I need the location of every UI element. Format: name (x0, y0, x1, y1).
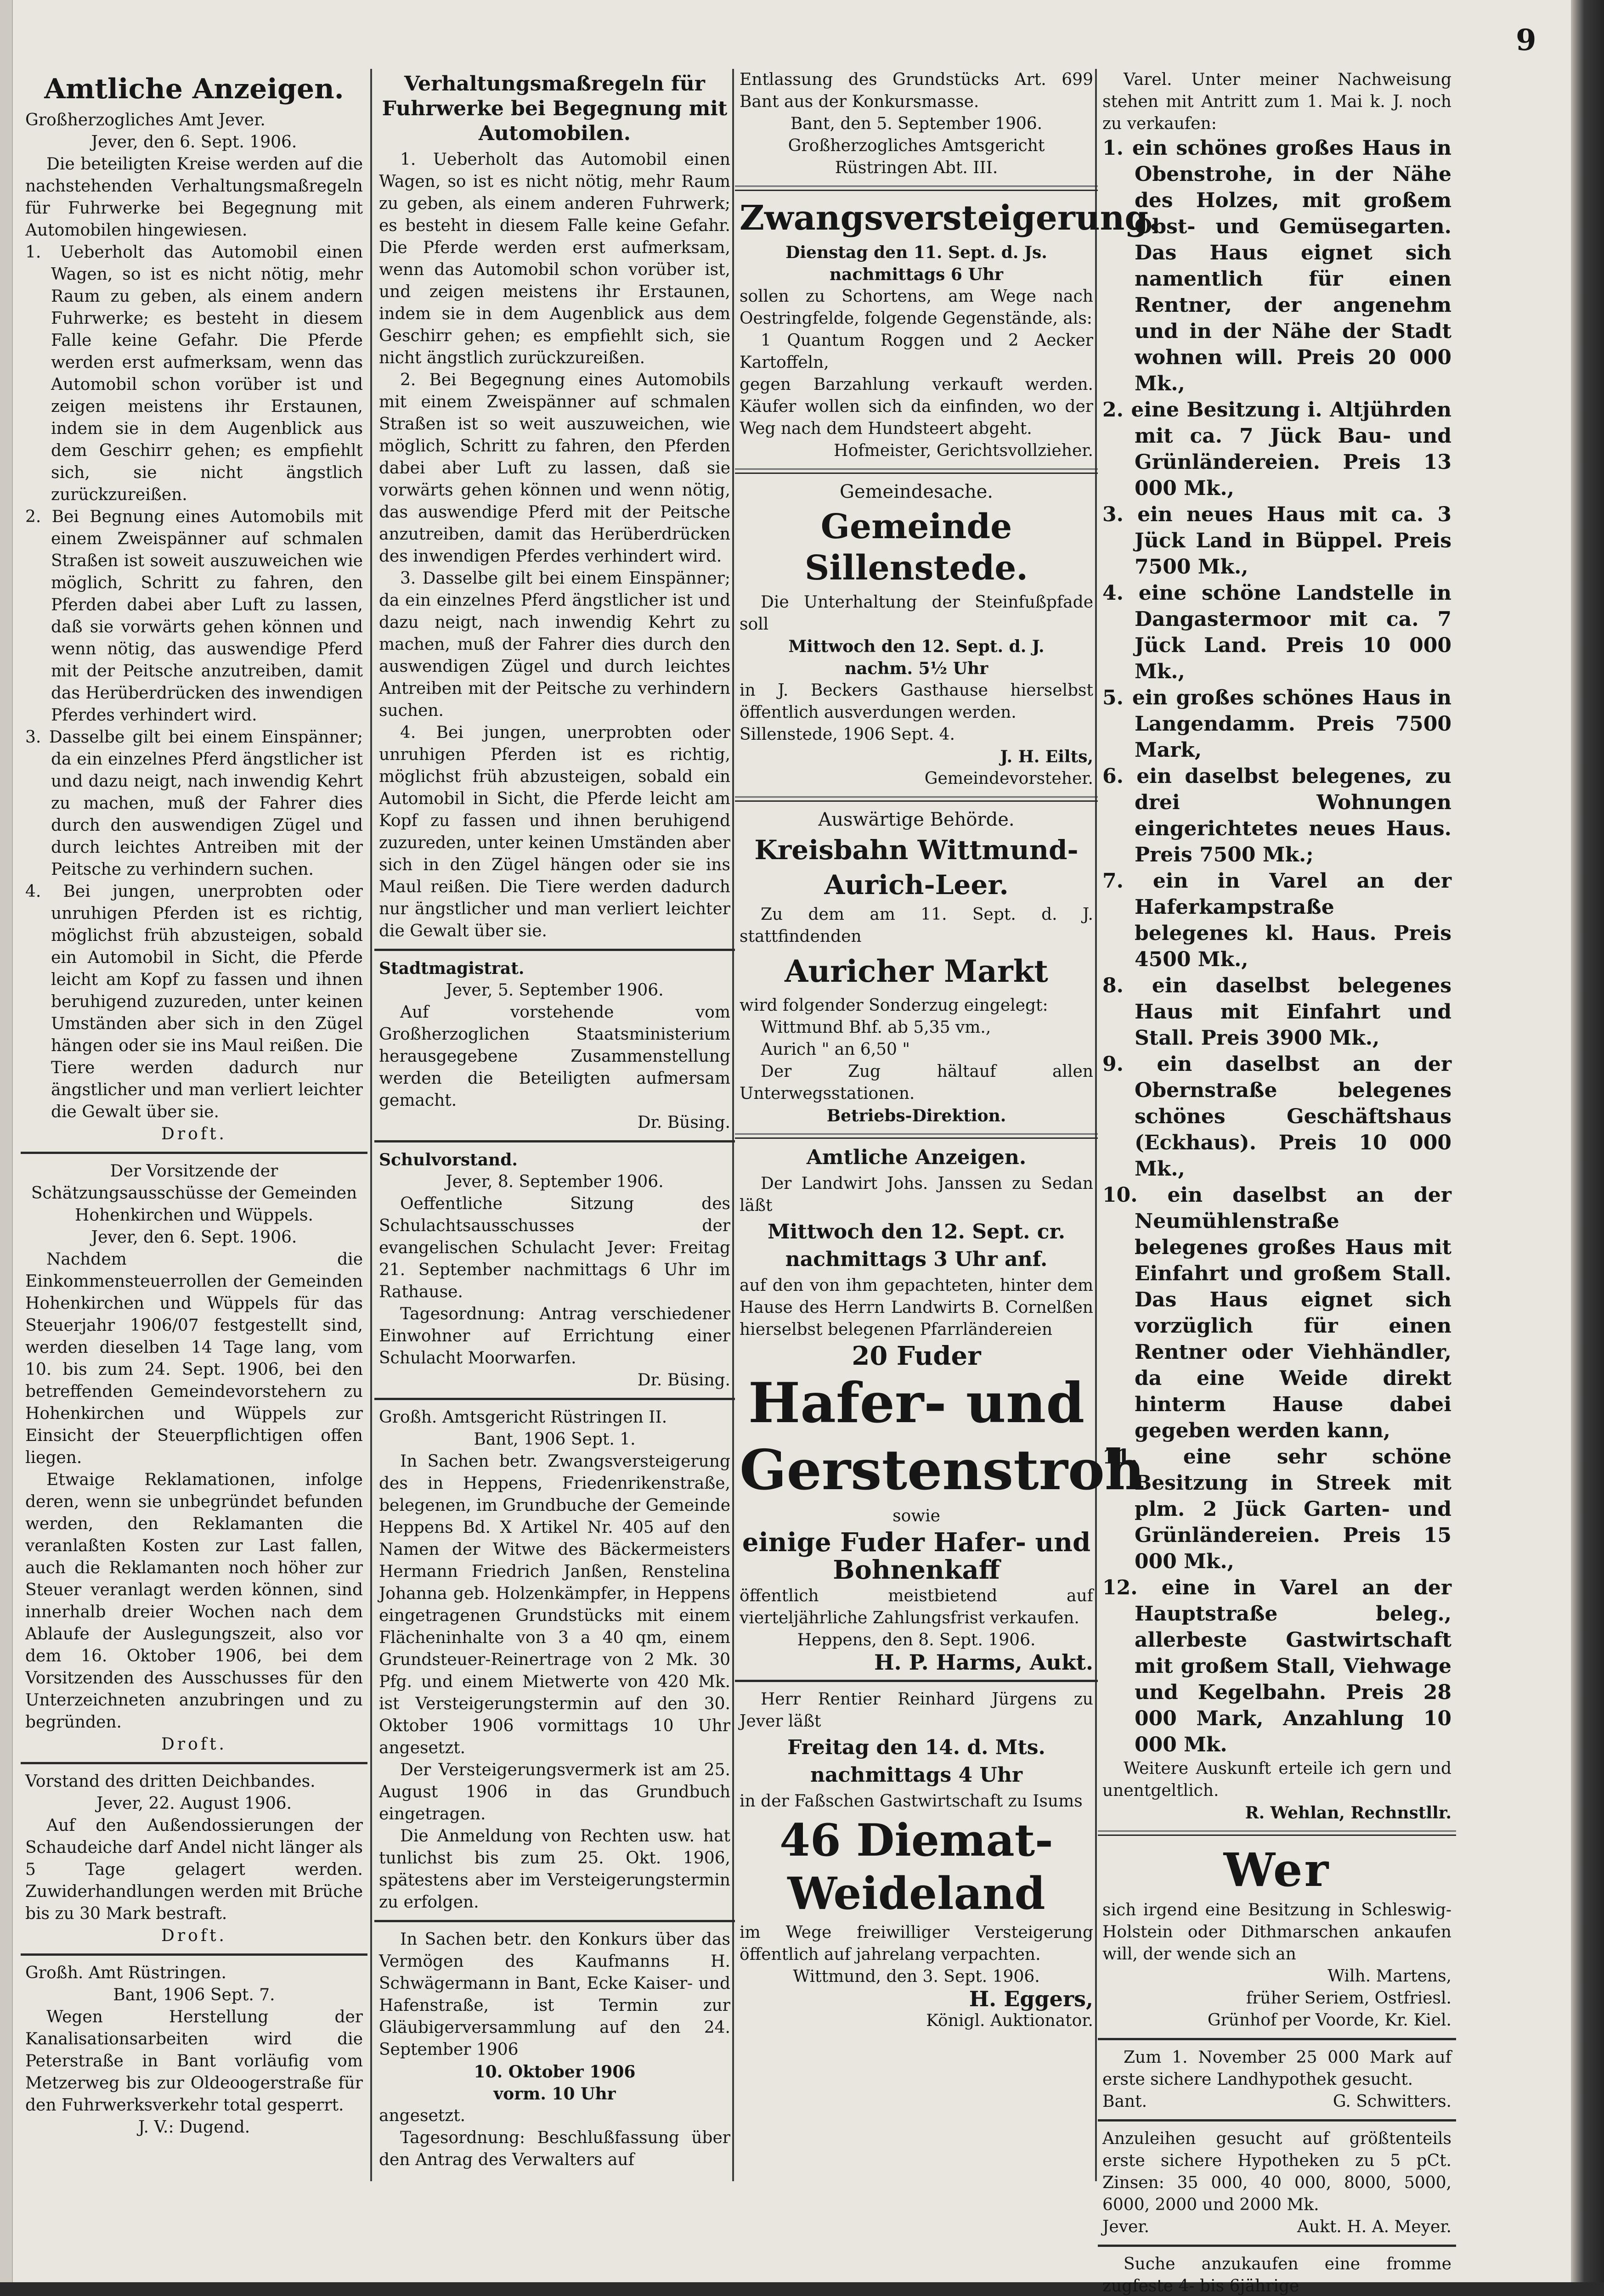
dateline: Jever, 22. August 1906. (96, 1794, 292, 1813)
notice-heading: Der Vorsitzende der Schätzungsausschüsse der Gemeinden Hohenkirchen und Wüppels. (31, 1162, 357, 1225)
ad-date: Mittwoch den 12. Sept. cr. (767, 1220, 1066, 1244)
property-item: 8. ein daselbst belegenes Haus mit Einfahrt und Stall. Preis 3900 Mk., (1102, 974, 1452, 1050)
ad-stute (1098, 2253, 1456, 2296)
signature: Wilh. Martens, (1327, 1967, 1452, 1986)
rule-item: 3. Dasselbe gilt bei einem Einspänner; da ein einzelnes Pferd ängstlicher ist und dazu neigt, nach inwendig Kehrt zu machen, muß der Fahrer dies durch den auswendigen Zügel und durch leichtes Antreiben mit der Peitsche zu verhindern suchen. (25, 728, 363, 879)
notice-intro: Die beteiligten Kreise werden auf die nachstehenden Verhaltungsmaßregeln für Fuhrwerke bei Begegnung mit Automobilen hingewiesen. (25, 155, 363, 240)
signature: Dr. Büsing. (637, 1371, 730, 1390)
ad-outro: Weitere Auskunft erteile ich gern und unentgeltlich. (1102, 1759, 1452, 1800)
ad-label: Auswärtige Behörde. (818, 809, 1015, 830)
column-4 (1098, 69, 1456, 2296)
property-item: 4. eine schöne Landstelle in Dangastermoor mit ca. 7 Jück Land. Preis 10 000 Mk., (1102, 581, 1452, 683)
rule-paragraph: 1. Ueberholt das Automobil einen Wagen, so ist es nicht nötig, mehr Raum zu geben, als einem anderen Fuhrwerk; es besteht in diesem Falle keine Gefahr. Die Pferde werden erst aufmerksam, wenn das Automobil schon vorüber ist, und zeigen meistens ihr Erstaunen, indem sie in dem Augenblick aus dem Geschirr gehen; es empfiehlt sich, sie nicht ängstlich zurückzureißen. (379, 150, 730, 367)
signature: Aukt. H. A. Meyer. (1297, 2217, 1452, 2236)
notice-tax (21, 1160, 367, 1756)
ad-connector: sowie (892, 1507, 940, 1525)
notice-body: Oeffentliche Sitzung des Schulachtsausschusses der evangelischen Schulacht Jever: Freitag 21. September nachmittags 6 Uhr im Rathause. (379, 1194, 730, 1301)
notice-deich (21, 1771, 367, 1947)
dateline: Bant, 1906 Sept. 7. (113, 1986, 275, 2004)
page-edge (1571, 0, 1604, 2282)
headline-big: Weideland (787, 1868, 1045, 1919)
signature: R. Wehlan, Rechnstllr. (1245, 1803, 1452, 1823)
ad-body: Anzuleihen gesucht auf größtenteils erste sichere Hypotheken zu 5 pCt. Zinsen: 35 000, 40 000, 8000, 5000, 6000, 2000 und 2000 Mk. (1102, 2129, 1452, 2214)
property-item: 12. eine in Varel an der Hauptstraße beleg., allerbeste Gastwirtschaft mit großem Stall, Viehwage und Kegelbahn. Preis 28 000 Mark, Anzahlung 10 000 Mk. (1102, 1576, 1452, 1756)
place: Jever. (1102, 2217, 1150, 2236)
notice-konkurs-cont (735, 69, 1098, 179)
train-row: Aurich " an 6,50 " (761, 1040, 910, 1059)
divider (735, 1133, 1098, 1139)
ad-date: Mittwoch den 12. Sept. d. J. (788, 637, 1045, 656)
notice-heading: Stadtmagistrat. (379, 959, 525, 978)
notice-school (374, 1149, 735, 1391)
property-item: 3. ein neues Haus mit ca. 3 Jück Land in Büppel. Preis 7500 Mk., (1102, 503, 1452, 579)
notice-magistrat (374, 957, 735, 1134)
ad-title: Gemeinde Sillenstede. (804, 507, 1028, 588)
notice-automobile (21, 109, 367, 1145)
ad-title: Zwangsversteigerung. (740, 198, 1160, 238)
ad-strohverkauf (735, 1145, 1145, 1675)
ad-subtitle: Bohnenkaff (833, 1555, 1000, 1585)
ad-subtitle: einige Fuder Hafer- und (742, 1527, 1091, 1558)
column-2 (374, 69, 735, 2171)
market-name: Auricher Markt (785, 953, 1048, 989)
signature: H. P. Harms, Aukt. (874, 1650, 1093, 1675)
notice-body: Auf den Außendossierungen der Schaudeiche darf Andel nicht länger als 5 Tage gelagert werden. Zuwiderhandlungen werden mit Brüche bis zu 30 Mark bestraft. (25, 1816, 363, 1923)
signature-line: Grünhof per Voorde, Kr. Kiel. (1207, 2011, 1452, 2030)
property-item: 11. eine sehr schöne Besitzung in Streek mit plm. 2 Jück Garten- und Grünländereien. Preis 15 000 Mk., (1102, 1445, 1452, 1573)
notice-heading: Vorstand des dritten Deichbandes. (25, 1772, 316, 1791)
divider (735, 468, 1098, 474)
divider (1098, 2119, 1456, 2122)
ad-anleihe (1098, 2128, 1456, 2238)
notice-body: In Sachen betr. Zwangsversteigerung des in Heppens, Friedenrikenstraße, belegenen, im Grundbuche der Gemeinde Heppens Bd. X Artikel Nr. 405 auf den Namen der Witwe des Bäckermeisters Hermann Friedrich Janßen, Renstelina Johanna geb. Holzenkämpfer, in Heppens eingetragenen Grundstücks mit einem Flächeninhalte von 3 a 40 qm, einem Grundsteuer-Reinertrage von 2 Mk. 30 Pfg. und einem Mietwerte von 420 Mk. ist Versteigerungstermin auf den 30. Oktober 1906 vormittags 10 Uhr angesetzt. (379, 1452, 730, 1757)
dateline: Jever, den 6. Sept. 1906. (91, 1228, 297, 1247)
ad-body: Suche anzukaufen eine fromme zugfeste 4- bis 6jährige (1102, 2255, 1452, 2296)
ad-zwangsversteigerung (735, 197, 1160, 462)
notice-body: Auf vorstehende vom Großherzoglichen Staatsministerium herausgegebene Zusammenstellung werden die Beteiligten aufmersam gemacht. (379, 1003, 730, 1110)
rule-item: 4. Bei jungen, unerprobten oder unruhigen Pferden ist es richtig, möglichst früh abzusteigen, sobald ein Automobil in Sicht, die Pferde leicht am Kopf zu fassen und ihnen beruhigend zuzureden, unter keinen Umständen aber sich in den Zügel hängen oder sie ins Maul reißen. Die Tiere werden dadurch nur ängstlicher und man verliert leichter die Gewalt über sie. (25, 882, 363, 1121)
ad-body: auf den von ihm gepachteten, hinter dem Hause des Herrn Landwirts B. Cornelßen hierselbst belegenen Pfarrländereien (740, 1276, 1093, 1339)
signature: J. V.: Dugend. (138, 2118, 250, 2137)
rule-item: 1. Ueberholt das Automobil einen Wagen, so ist es nicht nötig, mehr Raum zu geben, als einem andern Fuhrwerke; es besteht in diesem Falle keine Gefahr. Die Pferde werden erst aufmerksam, wenn das Automobil schon vorüber ist und zeigen meistens ihr Erstaunen, indem sie in dem Augenblick aus dem Geschirr gehen; es empfiehlt sich, sie nicht ängstlich zurückzureißen. (25, 243, 363, 504)
ad-body: Zum 1. November 25 000 Mark auf erste sichere Landhypothek gesucht. (1102, 2048, 1452, 2089)
divider (1098, 2245, 1456, 2247)
dateline: Bant, den 5. September 1906. (790, 114, 1043, 133)
place: Bant. (1102, 2092, 1147, 2111)
dateline: Bant, 1906 Sept. 1. (474, 1430, 636, 1449)
property-item: 9. ein daselbst an der Obernstraße belegenes schönes Geschäftshaus (Eckhaus). Preis 10 000 Mk., (1102, 1052, 1452, 1181)
column-3 (735, 69, 1160, 2032)
ad-title: Aurich-Leer. (824, 869, 1009, 900)
signature: H. Eggers, (969, 1986, 1093, 2011)
property-item: 6. ein daselbst belegenes, zu drei Wohnungen eingerichtetes neues Haus. Preis 7500 Mk.; (1102, 765, 1452, 867)
notice-body: Der Versteigerungsvermerk ist am 25. August 1906 in das Grundbuch eingetragen. (379, 1761, 730, 1823)
notice-body: Nachdem die Einkommensteuerrollen der Gemeinden Hohenkirchen und Wüppels für das Steuerjahr 1906/07 festgestellt sind, werden dieselben 14 Tage lang, vom 10. bis zum 24. Sept. 1906, bei den betreffenden Gemeindevorstehern zu Hohenkirchen und Wüppels zur Einsicht der Steuerpflichtigen offen liegen. (25, 1250, 363, 1467)
column-divider (370, 69, 372, 2181)
notice-heading: Großh. Amtsgericht Rüstringen II. (379, 1408, 667, 1427)
ad-date: Freitag den 14. d. Mts. (787, 1736, 1045, 1759)
ad-body: Der Zug hältauf allen Unterwegsstationen. (740, 1062, 1093, 1103)
signature: Droft. (161, 1926, 227, 1945)
column-1 (21, 69, 367, 2138)
divider (374, 949, 735, 951)
train-row: Wittmund Bhf. ab 5,35 vm., (761, 1018, 991, 1037)
divider (1098, 2038, 1456, 2040)
divider (374, 1398, 735, 1400)
ad-hypothek (1098, 2047, 1456, 2113)
divider (1098, 1830, 1456, 1836)
dateline: Jever, 8. September 1906. (446, 1172, 664, 1191)
divider (21, 1953, 367, 1956)
ad-wer (1098, 1842, 1456, 2032)
rule-item: 2. Bei Begnung eines Automobils mit einem Zweispänner auf schmalen Straßen ist soweit auszuweichen wie möglich, Schritt zu fahren, den Pferden dabei aber Luft zu lassen, daß sie vorwärts gehen können und wenn nötig, das auswendige Pferd mit der Peitsche anzutreiben, damit das Herüberdrücken des inwendigen Pferdes verhindert wird. (25, 507, 363, 725)
ad-time: nachm. 5½ Uhr (844, 659, 988, 678)
signature: Dr. Büsing. (637, 1113, 730, 1132)
quantity: 20 Fuder (852, 1341, 981, 1371)
property-list (1102, 135, 1452, 1758)
article-title: Verhaltungsmaßregeln für Fuhrwerke bei Begegnung mit Automobilen. (382, 72, 728, 145)
signature: Droft. (161, 1735, 227, 1754)
property-item: 2. eine Besitzung i. Altjührden mit ca. 7 Jück Bau- und Grünländereien. Preis 13 000 Mk., (1102, 398, 1452, 500)
property-item: 5. ein großes schönes Haus in Langendamm. Preis 7500 Mark, (1102, 686, 1452, 762)
notice-heading: Schulvorstand. (379, 1150, 518, 1170)
dateline: Jever, 5. September 1906. (446, 981, 664, 1000)
dateline: Sillenstede, 1906 Sept. 4. (740, 725, 955, 744)
property-item: 1. ein schönes großes Haus in Obenstrohe, in der Nähe des Holzes, mit großem Obst- und Gemüsegarten. Das Haus eignet sich namentlich für einen Rentner, der angenehm und in der Nähe der Stadt wohnen will. Preis 20 000 Mk., (1102, 136, 1452, 395)
ad-time: nachmittags 3 Uhr anf. (785, 1248, 1048, 1271)
ad-body: sollen zu Schortens, am Wege nach Oestringfelde, folgende Gegenstände, als: (740, 287, 1093, 328)
ad-time: nachmittags 6 Uhr (829, 265, 1004, 284)
rule-paragraph: 2. Bei Begegnung eines Automobils mit einem Zweispänner auf schmalen Straßen ist so weit auszuweichen, wie möglich, Schritt zu fahren, den Pferden dabei aber Luft zu lassen, daß sie vorwärts gehen können und wenn nötig, das auswendige Pferd mit der Peitsche anzutreiben, damit das Herüberdrücken des inwendigen Pferdes verhindert wird. (379, 371, 730, 566)
ad-body: sich irgend eine Besitzung in Schleswig-Holstein oder Dithmarschen ankaufen will, der wende sich an (1102, 1901, 1452, 1964)
divider (735, 186, 1098, 191)
ad-intro: Varel. Unter meiner Nachweisung stehen mit Antritt zum 1. Mai k. J. noch zu verkaufen: (1102, 70, 1452, 133)
ad-title: Amtliche Anzeigen. (806, 1146, 1027, 1169)
authority: Großherzogliches Amt Jever. (25, 111, 265, 129)
court-signature: Großherzogliches Amtsgericht Rüstringen Abt. III. (788, 136, 1045, 177)
page-number: 9 (1516, 23, 1536, 57)
notice-body: Entlassung des Grundstücks Art. 699 Bant aus der Konkursmasse. (740, 70, 1093, 111)
dateline: Wittmund, den 3. Sept. 1906. (793, 1967, 1040, 1986)
notice-heading: Großh. Amt Rüstringen. (25, 1964, 226, 1982)
ad-body: Der Landwirt Johs. Janssen zu Sedan läßt (740, 1174, 1093, 1215)
dateline: Jever, den 6. Sept. 1906. (91, 133, 297, 152)
signature-row (1102, 2216, 1452, 2238)
term-time: vorm. 10 Uhr (493, 2084, 616, 2104)
signature: J. H. Eilts, (1000, 747, 1093, 766)
ad-immobilien (1098, 69, 1456, 1824)
divider (21, 1152, 367, 1154)
ad-body: wird folgender Sonderzug eingelegt: (740, 996, 1048, 1015)
divider (735, 1680, 1098, 1682)
signature-line: früher Seriem, Ostfriesl. (1246, 1989, 1452, 2008)
headline-big: Hafer- und (748, 1371, 1085, 1435)
signature: Hofmeister, Gerichtsvollzieher. (834, 441, 1093, 460)
signature: G. Schwitters. (1333, 2092, 1452, 2111)
signature-row (1102, 2091, 1452, 2113)
signature: Droft. (161, 1125, 227, 1143)
ad-body: gegen Barzahlung verkauft werden. Käufer wollen sich da einfinden, wo der Weg nach dem Hundsteert abgeht. (740, 375, 1093, 438)
ad-time: nachmittags 4 Uhr (810, 1763, 1023, 1787)
property-item: 7. ein in Varel an der Haferkampstraße belegenes kl. Haus. Preis 4500 Mk., (1102, 869, 1452, 971)
ad-item: 1 Quantum Roggen und 2 Aecker Kartoffeln, (740, 331, 1093, 372)
ad-title: Kreisbahn Wittmund- (754, 834, 1079, 866)
dateline: Heppens, den 8. Sept. 1906. (797, 1631, 1036, 1649)
signature-role: Gemeindevorsteher. (924, 769, 1093, 788)
notice-body: angesetzt. (379, 2106, 466, 2125)
ad-body: öffentlich meistbietend auf vierteljährliche Zahlungsfrist verkaufen. (740, 1587, 1093, 1627)
notice-body: Tagesordnung: Beschlußfassung über den Antrag des Verwalters auf (379, 2128, 730, 2169)
headline-big: Gerstenstroh (740, 1438, 1145, 1503)
divider (735, 796, 1098, 802)
divider (21, 1762, 367, 1764)
notice-body: Wegen Herstellung der Kanalisationsarbeiten wird die Peterstraße in Bant vorläufig vom Metzerweg bis zur Oldeoogerstraße für den Fuhrwerksverkehr total gesperrt. (25, 2008, 363, 2115)
signature-role: Königl. Auktionator. (926, 2011, 1093, 2030)
ad-label: Gemeindesache. (840, 481, 993, 502)
ad-kreisbahn (735, 808, 1098, 1127)
notice-road (21, 1962, 367, 2138)
notice-konkurs (374, 1929, 735, 2171)
ad-body: in der Faßschen Gastwirtschaft zu Isums (740, 1792, 1083, 1811)
section-title: Amtliche Anzeigen. (44, 73, 344, 105)
notice-body: Die Anmeldung von Rechten usw. hat tunlichst bis zum 25. Okt. 1906, spätestens aber im Versteigerungstermin zu erfolgen. (379, 1827, 730, 1912)
ad-body: im Wege freiwilliger Versteigerung öffentlich auf jahrelang verpachten. (740, 1923, 1093, 1964)
notice-body: In Sachen betr. den Konkurs über das Vermögen des Kaufmanns H. Schwägermann in Bant, Ecke Kaiser- und Hafenstraße, ist Termin zur Gläubigerversammlung auf den 24. September 1906 (379, 1930, 730, 2059)
signature: Betriebs-Direktion. (826, 1106, 1006, 1125)
rules-article (374, 149, 735, 942)
ad-body: Zu dem am 11. Sept. d. J. stattfindenden (740, 905, 1093, 946)
divider (374, 1140, 735, 1142)
divider (374, 1920, 735, 1922)
ad-title: Wer (1223, 1843, 1331, 1897)
ad-body: Die Unterhaltung der Steinfußpfade soll (740, 593, 1093, 634)
property-item: 10. ein daselbst an der Neumühlenstraße belegenes großes Haus mit Einfahrt und großem Stall. Das Haus eignet sich vorzüglich für einen Rentner oder Viehhändler, da eine Weide direkt hinterm Hause dabei gegeben werden kann, (1102, 1183, 1452, 1442)
notice-body: Etwaige Reklamationen, infolge deren, wenn sie unbegründet befunden werden, den Reklamanten die veranlaßten Kosten zur Last fallen, auch die Reklamanten noch höher zur Steuer veranlagt werden können, sind innerhalb dreier Wochen nach dem Ablaufe der Auslegungszeit, also vor dem 16. Oktober 1906, bei dem Vorsitzenden des Ausschusses für den Unterzeichneten anzubringen und zu begründen. (25, 1470, 363, 1732)
ad-weideland (735, 1688, 1098, 2032)
term-date: 10. Oktober 1906 (474, 2062, 636, 2082)
ad-body: in J. Beckers Gasthause hierselbst öffentlich ausverdungen werden. (740, 681, 1093, 722)
notice-court (374, 1407, 735, 1913)
page-binding (0, 0, 13, 2282)
ad-gemeinde (735, 480, 1098, 790)
ad-body: Herr Rentier Reinhard Jürgens zu Jever läßt (740, 1690, 1093, 1731)
rule-paragraph: 4. Bei jungen, unerprobten oder unruhigen Pferden ist es richtig, möglichst früh abzusteigen, sobald ein Automobil in Sicht, die Pferde leicht am Kopf zu fassen und ihnen beruhigend zuzureden, unter keinen Umständen aber sich in den Zügel hängen oder sie ins Maul reißen. Die Tiere werden dadurch nur ängstlicher und man verliert leichter die Gewalt über sie. (379, 723, 730, 940)
rules-list (25, 242, 363, 1123)
rule-paragraph: 3. Dasselbe gilt bei einem Einspänner; da ein einzelnes Pferd ängstlicher ist und dazu neigt, nach inwendig Kehrt zu machen, muß der Fahrer dies durch den auswendigen Zügel und durch leichtes Antreiben mit der Peitsche zu verhindern suchen. (379, 569, 730, 720)
headline-big: 46 Diemat- (779, 1814, 1053, 1866)
notice-body: Tagesordnung: Antrag verschiedener Einwohner auf Errichtung einer Schulacht Moorwarfen. (379, 1305, 730, 1367)
ad-date: Dienstag den 11. Sept. d. Js. (785, 243, 1047, 262)
